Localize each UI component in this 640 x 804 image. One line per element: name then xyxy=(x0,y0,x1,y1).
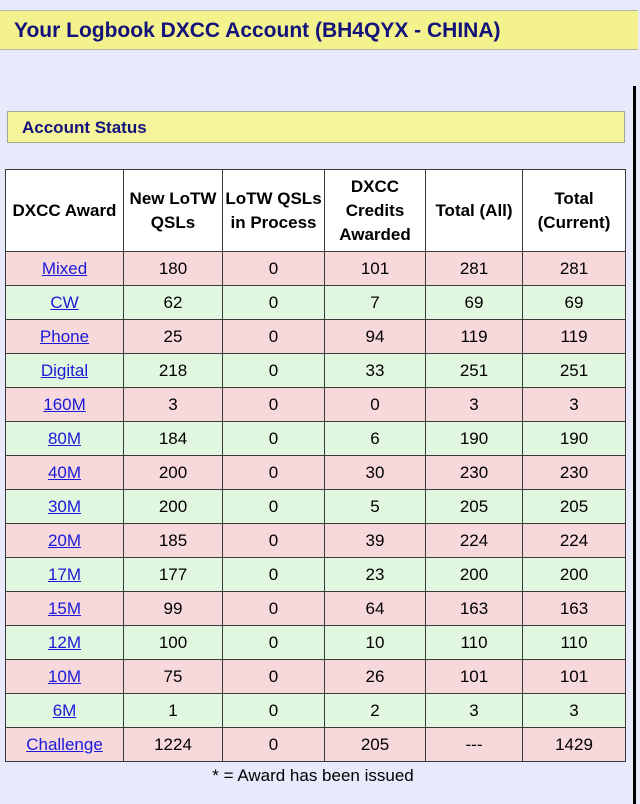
in-process-cell: 0 xyxy=(223,252,325,286)
in-process-cell: 0 xyxy=(223,422,325,456)
new-qsls-cell: 99 xyxy=(124,592,223,626)
table-row xyxy=(6,354,626,388)
total-current-cell: 200 xyxy=(523,558,626,592)
in-process-cell: 0 xyxy=(223,626,325,660)
table-row xyxy=(6,694,626,728)
award-link-160m[interactable]: 160M xyxy=(43,394,86,414)
table-row xyxy=(6,490,626,524)
new-qsls-cell: 200 xyxy=(124,490,223,524)
total-current-cell: 119 xyxy=(523,320,626,354)
total-current-cell: 3 xyxy=(523,388,626,422)
page-title: Your Logbook DXCC Account (BH4QYX - CHINA) xyxy=(14,19,501,42)
award-link-6m[interactable]: 6M xyxy=(52,700,77,720)
total-current-cell: 110 xyxy=(523,626,626,660)
total-current-cell: 230 xyxy=(523,456,626,490)
award-link-15m[interactable]: 15M xyxy=(47,598,82,618)
credits-cell: 94 xyxy=(325,320,426,354)
column-header-in-process: LoTW QSLs in Process xyxy=(223,170,325,252)
award-cell xyxy=(6,252,124,286)
total-all-cell: 3 xyxy=(426,388,523,422)
in-process-cell: 0 xyxy=(223,490,325,524)
table-row xyxy=(6,626,626,660)
in-process-cell: 0 xyxy=(223,728,325,762)
award-cell xyxy=(6,728,124,762)
table-row xyxy=(6,422,626,456)
total-current-cell: 3 xyxy=(523,694,626,728)
in-process-cell: 0 xyxy=(223,286,325,320)
column-header-new-qsls: New LoTW QSLs xyxy=(124,170,223,252)
award-cell xyxy=(6,320,124,354)
new-qsls-cell: 75 xyxy=(124,660,223,694)
total-all-cell: 163 xyxy=(426,592,523,626)
new-qsls-cell: 177 xyxy=(124,558,223,592)
credits-cell: 23 xyxy=(325,558,426,592)
award-cell xyxy=(6,388,124,422)
total-all-cell: --- xyxy=(426,728,523,762)
credits-cell: 64 xyxy=(325,592,426,626)
section-header xyxy=(7,111,625,143)
award-cell xyxy=(6,490,124,524)
section-title: Account Status xyxy=(22,118,147,137)
in-process-cell: 0 xyxy=(223,320,325,354)
new-qsls-cell: 218 xyxy=(124,354,223,388)
new-qsls-cell: 100 xyxy=(124,626,223,660)
column-header-total-current: Total (Current) xyxy=(523,170,626,252)
footnote-text: * = Award has been issued xyxy=(212,766,414,785)
page-divider xyxy=(633,86,636,804)
total-all-cell: 205 xyxy=(426,490,523,524)
award-link-12m[interactable]: 12M xyxy=(47,632,82,652)
column-header-award: DXCC Award xyxy=(6,170,124,252)
total-current-cell: 101 xyxy=(523,660,626,694)
table-row xyxy=(6,660,626,694)
award-link-mixed[interactable]: Mixed xyxy=(41,258,88,278)
credits-cell: 0 xyxy=(325,388,426,422)
page-header xyxy=(0,10,638,50)
total-all-cell: 251 xyxy=(426,354,523,388)
new-qsls-cell: 180 xyxy=(124,252,223,286)
total-current-cell: 251 xyxy=(523,354,626,388)
table-row xyxy=(6,558,626,592)
total-all-cell: 200 xyxy=(426,558,523,592)
new-qsls-cell: 1224 xyxy=(124,728,223,762)
award-cell xyxy=(6,286,124,320)
total-current-cell: 163 xyxy=(523,592,626,626)
table-row xyxy=(6,286,626,320)
award-cell xyxy=(6,524,124,558)
award-link-challenge[interactable]: Challenge xyxy=(26,734,103,754)
table-row xyxy=(6,728,626,762)
award-link-phone[interactable]: Phone xyxy=(39,326,90,346)
credits-cell: 6 xyxy=(325,422,426,456)
credits-cell: 7 xyxy=(325,286,426,320)
award-cell xyxy=(6,422,124,456)
award-link-30m[interactable]: 30M xyxy=(47,496,82,516)
award-cell xyxy=(6,626,124,660)
in-process-cell: 0 xyxy=(223,558,325,592)
new-qsls-cell: 25 xyxy=(124,320,223,354)
total-all-cell: 230 xyxy=(426,456,523,490)
new-qsls-cell: 185 xyxy=(124,524,223,558)
new-qsls-cell: 184 xyxy=(124,422,223,456)
in-process-cell: 0 xyxy=(223,592,325,626)
in-process-cell: 0 xyxy=(223,660,325,694)
total-all-cell: 281 xyxy=(426,252,523,286)
new-qsls-cell: 3 xyxy=(124,388,223,422)
award-cell xyxy=(6,592,124,626)
award-link-20m[interactable]: 20M xyxy=(47,530,82,550)
table-row xyxy=(6,320,626,354)
table-row xyxy=(6,252,626,286)
credits-cell: 30 xyxy=(325,456,426,490)
total-current-cell: 281 xyxy=(523,252,626,286)
in-process-cell: 0 xyxy=(223,354,325,388)
new-qsls-cell: 200 xyxy=(124,456,223,490)
total-all-cell: 69 xyxy=(426,286,523,320)
table-row xyxy=(6,524,626,558)
total-current-cell: 1429 xyxy=(523,728,626,762)
total-all-cell: 119 xyxy=(426,320,523,354)
credits-cell: 39 xyxy=(325,524,426,558)
column-header-total-all: Total (All) xyxy=(426,170,523,252)
total-all-cell: 224 xyxy=(426,524,523,558)
in-process-cell: 0 xyxy=(223,694,325,728)
table-header-row xyxy=(6,170,626,252)
credits-cell: 10 xyxy=(325,626,426,660)
award-cell xyxy=(6,558,124,592)
award-link-80m[interactable]: 80M xyxy=(47,428,82,448)
new-qsls-cell: 62 xyxy=(124,286,223,320)
in-process-cell: 0 xyxy=(223,456,325,490)
total-all-cell: 190 xyxy=(426,422,523,456)
award-link-40m[interactable]: 40M xyxy=(47,462,82,482)
award-link-digital[interactable]: Digital xyxy=(40,360,89,380)
in-process-cell: 0 xyxy=(223,524,325,558)
column-header-credits: DXCC Credits Awarded xyxy=(325,170,426,252)
table-row xyxy=(6,592,626,626)
total-all-cell: 110 xyxy=(426,626,523,660)
dxcc-account-table xyxy=(5,169,626,762)
award-link-cw[interactable]: CW xyxy=(50,292,79,312)
credits-cell: 5 xyxy=(325,490,426,524)
award-cell xyxy=(6,456,124,490)
in-process-cell: 0 xyxy=(223,388,325,422)
total-current-cell: 205 xyxy=(523,490,626,524)
credits-cell: 2 xyxy=(325,694,426,728)
total-current-cell: 190 xyxy=(523,422,626,456)
credits-cell: 26 xyxy=(325,660,426,694)
total-all-cell: 101 xyxy=(426,660,523,694)
credits-cell: 33 xyxy=(325,354,426,388)
award-cell xyxy=(6,694,124,728)
total-current-cell: 69 xyxy=(523,286,626,320)
credits-cell: 101 xyxy=(325,252,426,286)
award-cell xyxy=(6,660,124,694)
total-current-cell: 224 xyxy=(523,524,626,558)
award-link-17m[interactable]: 17M xyxy=(47,564,82,584)
footnote xyxy=(0,766,640,786)
total-all-cell: 3 xyxy=(426,694,523,728)
award-link-10m[interactable]: 10M xyxy=(47,666,82,686)
table-row xyxy=(6,456,626,490)
table-row xyxy=(6,388,626,422)
credits-cell: 205 xyxy=(325,728,426,762)
award-cell xyxy=(6,354,124,388)
new-qsls-cell: 1 xyxy=(124,694,223,728)
table-body xyxy=(6,252,626,762)
